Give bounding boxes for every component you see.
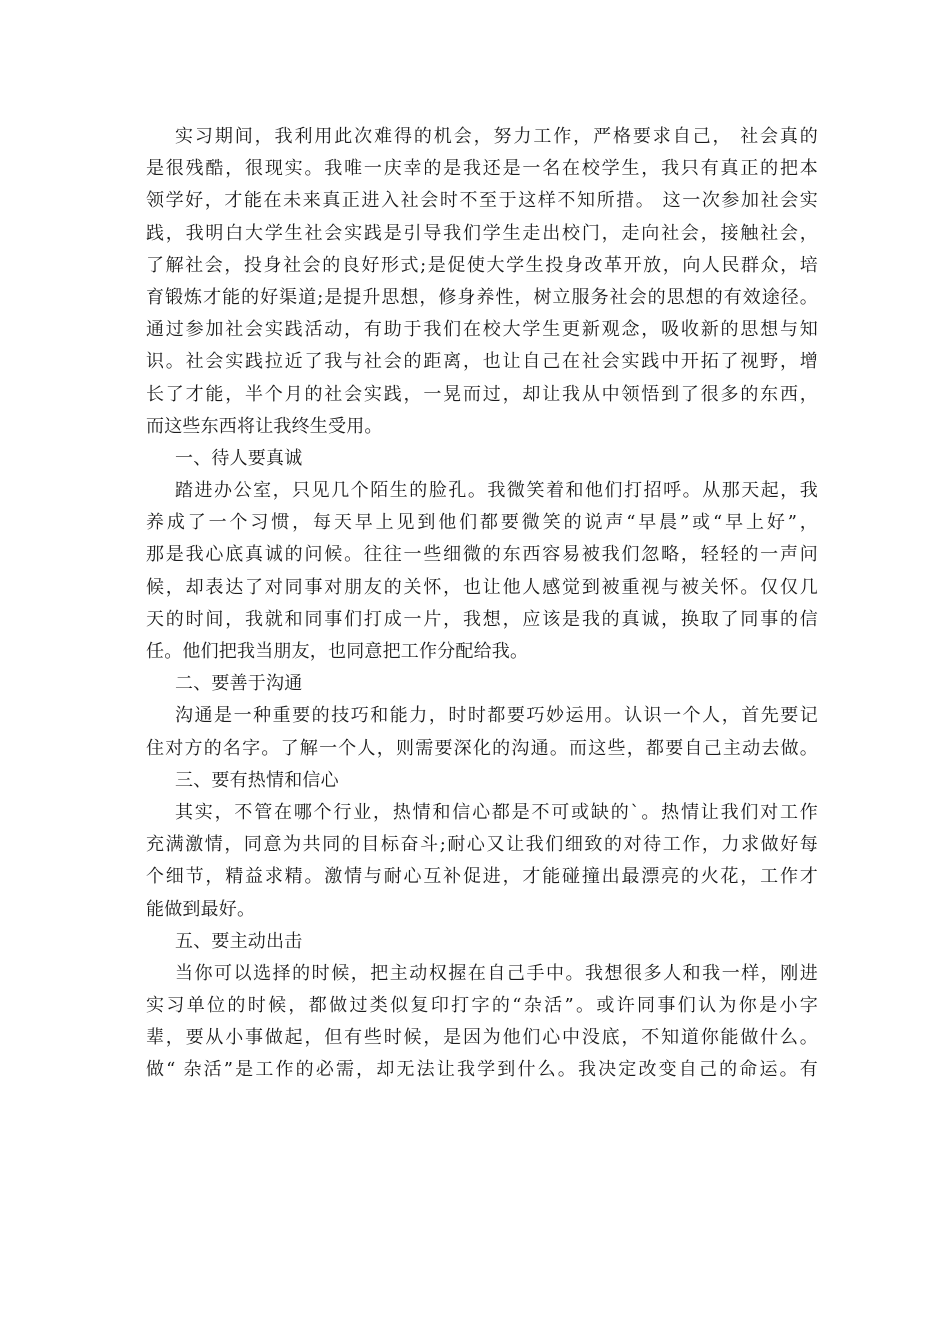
paragraph-line: 那是我心底真诚的问候。往往一些细微的东西容易被我们忽略，轻轻的一声问 <box>146 544 818 566</box>
paragraph-line: 识。社会实践拉近了我与社会的距离，也让自己在社会实践中开拓了视野，增 <box>146 351 818 373</box>
section-heading: 三、要有热情和信心 <box>175 769 339 791</box>
paragraph-line: 住对方的名字。了解一个人，则需要深化的沟通。而这些，都要自己主动去做。 <box>146 737 818 759</box>
paragraph-line: 育锻炼才能的好渠道;是提升思想，修身养性，树立服务社会的思想的有效途径。 <box>146 286 818 308</box>
section-heading: 五、要主动出击 <box>175 930 303 952</box>
paragraph-line: 长了才能，半个月的社会实践，一晃而过，却让我从中领悟到了很多的东西， <box>146 383 818 405</box>
section-heading: 一、待人要真诚 <box>175 447 303 469</box>
paragraph-line: 做“ 杂活”是工作的必需，却无法让我学到什么。我决定改变自己的命运。有 <box>146 1059 818 1081</box>
paragraph-line: 充满激情，同意为共同的目标奋斗;耐心又让我们细致的对待工作，力求做好每 <box>146 834 818 856</box>
paragraph-line: 其实，不管在哪个行业，热情和信心都是不可或缺的`。热情让我们对工作 <box>175 801 818 823</box>
paragraph-line: 了解社会，投身社会的良好形式;是促使大学生投身改革开放，向人民群众，培 <box>146 254 818 276</box>
section-heading: 二、要善于沟通 <box>175 673 303 695</box>
paragraph-line: 沟通是一种重要的技巧和能力，时时都要巧妙运用。认识一个人，首先要记 <box>175 705 818 727</box>
document-body <box>146 121 818 1087</box>
paragraph-line: 个细节，精益求精。激情与耐心互补促进，才能碰撞出最漂亮的火花，工作才 <box>146 866 818 888</box>
paragraph-line: 实习单位的时候，都做过类似复印打字的“杂活”。或许同事们认为你是小字 <box>146 995 818 1017</box>
paragraph-line: 而这些东西将让我终生受用。 <box>146 415 383 437</box>
paragraph-line: 辈，要从小事做起，但有些时候，是因为他们心中没底，不知道你能做什么。 <box>146 1027 818 1049</box>
paragraph-line: 是很残酷，很现实。我唯一庆幸的是我还是一名在校学生，我只有真正的把本 <box>146 158 818 180</box>
paragraph-line: 践，我明白大学生社会实践是引导我们学生走出校门，走向社会，接触社会， <box>146 222 818 244</box>
paragraph-line: 候，却表达了对同事对朋友的关怀，也让他人感觉到被重视与被关怀。仅仅几 <box>146 576 818 598</box>
paragraph-line: 当你可以选择的时候，把主动权握在自己手中。我想很多人和我一样，刚进 <box>175 962 818 984</box>
paragraph-line: 天的时间，我就和同事们打成一片，我想，应该是我的真诚，换取了同事的信 <box>146 608 818 630</box>
paragraph-line: 养成了一个习惯，每天早上见到他们都要微笑的说声“早晨”或“早上好”， <box>146 512 818 534</box>
paragraph-line: 踏进办公室，只见几个陌生的脸孔。我微笑着和他们打招呼。从那天起，我 <box>175 480 818 502</box>
paragraph-line: 能做到最好。 <box>146 898 256 920</box>
paragraph-line: 任。他们把我当朋友，也同意把工作分配给我。 <box>146 641 529 662</box>
paragraph-line: 领学好，才能在未来真正进入社会时不至于这样不知所措。 这一次参加社会实 <box>146 190 818 212</box>
paragraph-line: 通过参加社会实践活动，有助于我们在校大学生更新观念，吸收新的思想与知 <box>146 319 818 341</box>
paragraph-line: 实习期间，我利用此次难得的机会，努力工作，严格要求自己， 社会真的 <box>175 126 818 147</box>
